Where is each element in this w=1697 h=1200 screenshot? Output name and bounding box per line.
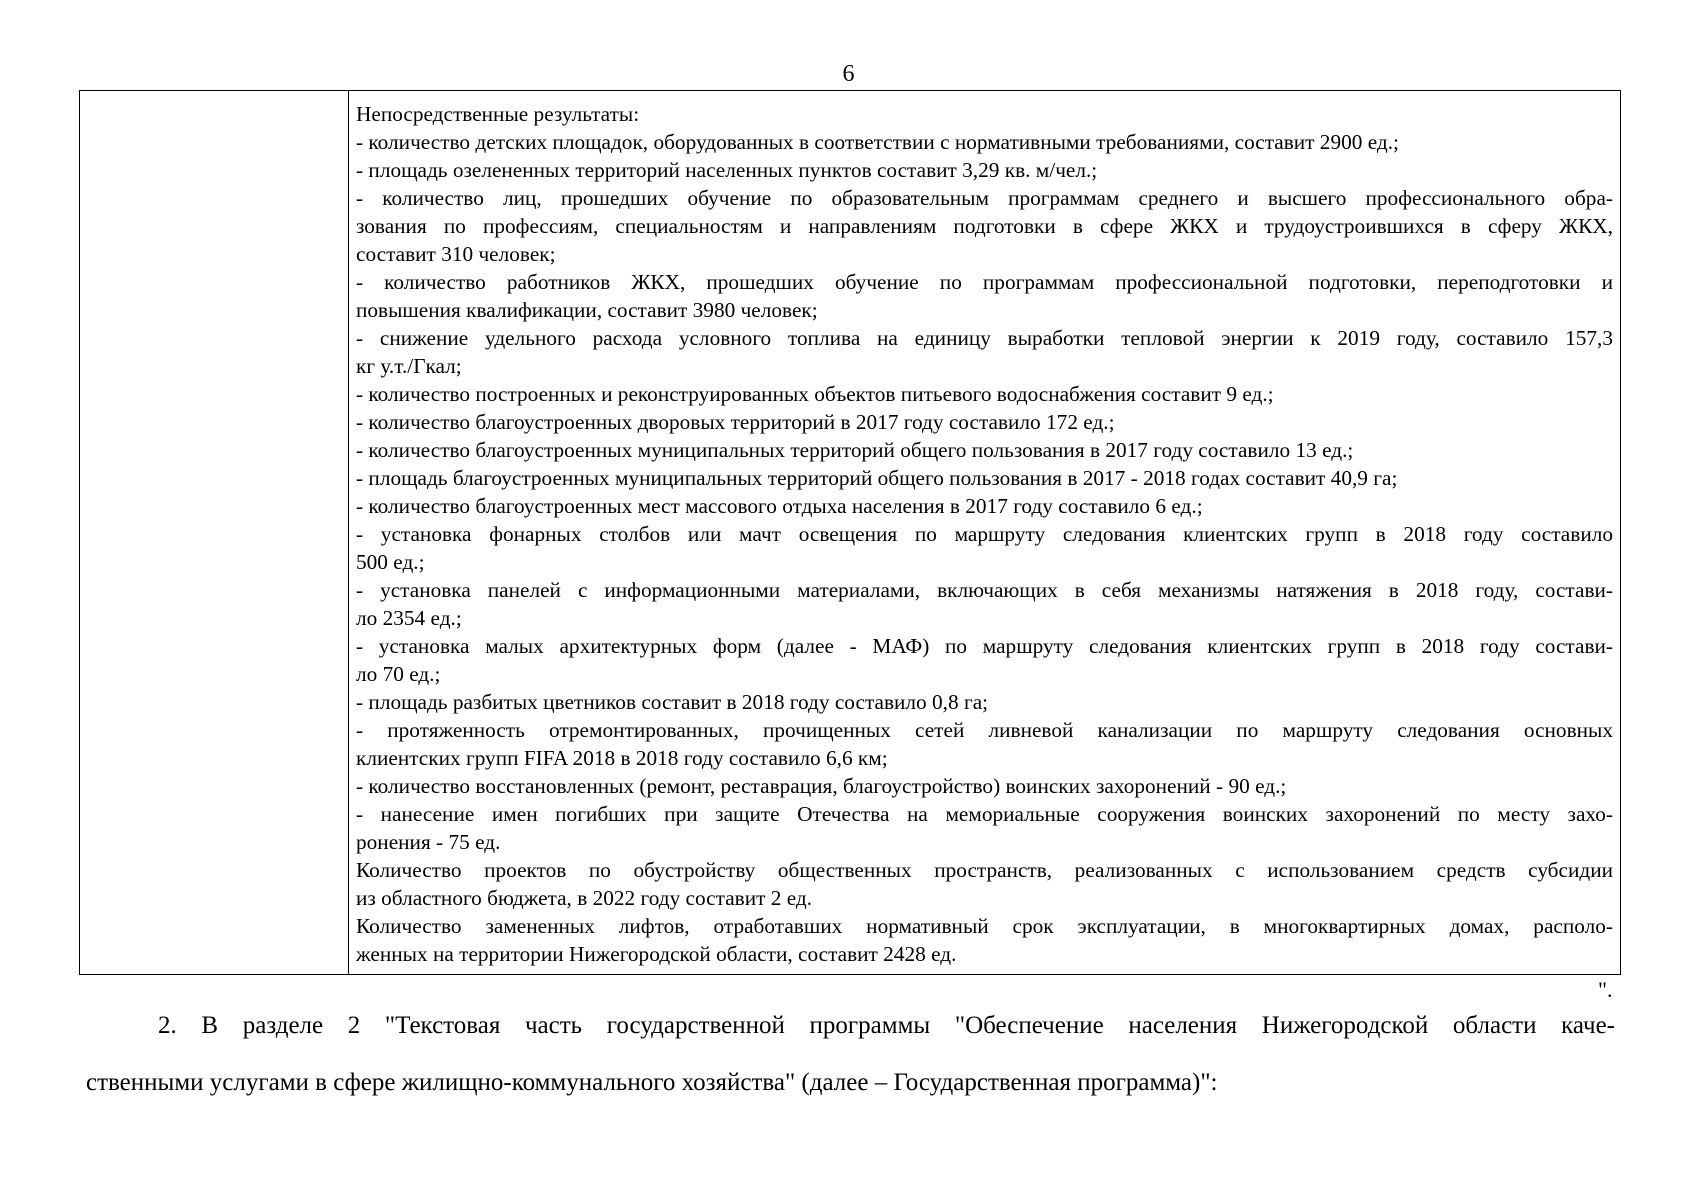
table-cell-left-empty [80,91,349,974]
result-line: составит 310 человек; [356,242,556,266]
result-line: - установка фонарных столбов или мачт освещения по маршруту следования клиентских групп в 2018 году составило [356,522,1613,546]
results-heading: Непосредственные результаты: [356,102,640,126]
page-number: 6 [842,61,855,87]
table-cell-results [349,91,1620,974]
result-line: кг у.т./Гкал; [356,354,462,378]
result-line: клиентских групп FIFA 2018 в 2018 году составило 6,6 км; [356,746,888,770]
result-line: - количество построенных и реконструированных объектов питьевого водоснабжения составит 9 ед.; [356,382,1274,406]
body-paragraph-line-1: 2. В разделе 2 "Текстовая часть государственной программы "Обеспечение населения Нижегородской области каче- [158,1012,1615,1039]
body-paragraph-line-2: ственными услугами в сфере жилищно-коммунального хозяйства" (далее – Государственная программа)": [86,1069,1218,1096]
result-line: ронения - 75 ед. [356,830,501,854]
result-line: - количество благоустроенных мест массового отдыха населения в 2017 году составило 6 ед.; [356,494,1203,518]
result-line: - площадь благоустроенных муниципальных территорий общего пользования в 2017 - 2018 годах составит 40,9 га; [356,466,1398,490]
result-line: 500 ед.; [356,550,425,574]
result-line: Количество замененных лифтов, отработавших нормативный срок эксплуатации, в многоквартирных домах, располо- [356,914,1613,938]
result-line: из областного бюджета, в 2022 году составит 2 ед. [356,886,813,910]
result-line: - площадь разбитых цветников составит в 2018 году составило 0,8 га; [356,690,989,714]
result-line: ло 70 ед.; [356,662,441,686]
result-line: женных на территории Нижегородской области, составит 2428 ед. [356,942,957,966]
result-line: повышения квалификации, составит 3980 человек; [356,298,818,322]
result-line: - протяженность отремонтированных, прочищенных сетей ливневой канализации по маршруту следования основных [356,718,1613,742]
result-line: - количество восстановленных (ремонт, реставрация, благоустройство) воинских захоронений - 90 ед.; [356,774,1287,798]
result-line: - количество лиц, прошедших обучение по образовательным программам среднего и высшего профессионального обра- [356,186,1613,210]
result-line: - установка малых архитектурных форм (далее - МАФ) по маршруту следования клиентских групп в 2018 году состави- [356,634,1613,658]
result-line: - количество благоустроенных муниципальных территорий общего пользования в 2017 году составило 13 ед.; [356,438,1354,462]
result-line: - нанесение имен погибших при защите Отечества на мемориальные сооружения воинских захоронений по месту захо- [356,802,1613,826]
result-line: - количество детских площадок, оборудованных в соответствии с нормативными требованиями, составит 2900 ед.; [356,130,1399,154]
result-line: - установка панелей с информационными материалами, включающих в себя механизмы натяжения в 2018 году, состави- [356,578,1613,602]
result-line: - количество благоустроенных дворовых территорий в 2017 году составило 172 ед.; [356,410,1115,434]
result-line: - количество работников ЖКХ, прошедших обучение по программам профессиональной подготовки, переподготовки и [356,270,1613,294]
result-line: Количество проектов по обустройству общественных пространств, реализованных с использованием средств субсидии [356,858,1613,882]
result-line: зования по профессиям, специальностям и направлениям подготовки в сфере ЖКХ и трудоустроившихся в сферу ЖКХ, [356,214,1613,238]
result-line: - площадь озелененных территорий населенных пунктов составит 3,29 кв. м/чел.; [356,158,1098,182]
results-table [79,90,1621,975]
result-line: - снижение удельного расхода условного топлива на единицу выработки тепловой энергии к 2019 году, составило 157,3 [356,326,1613,350]
result-line: ло 2354 ед.; [356,606,462,630]
closing-quote: ". [1598,977,1613,1002]
